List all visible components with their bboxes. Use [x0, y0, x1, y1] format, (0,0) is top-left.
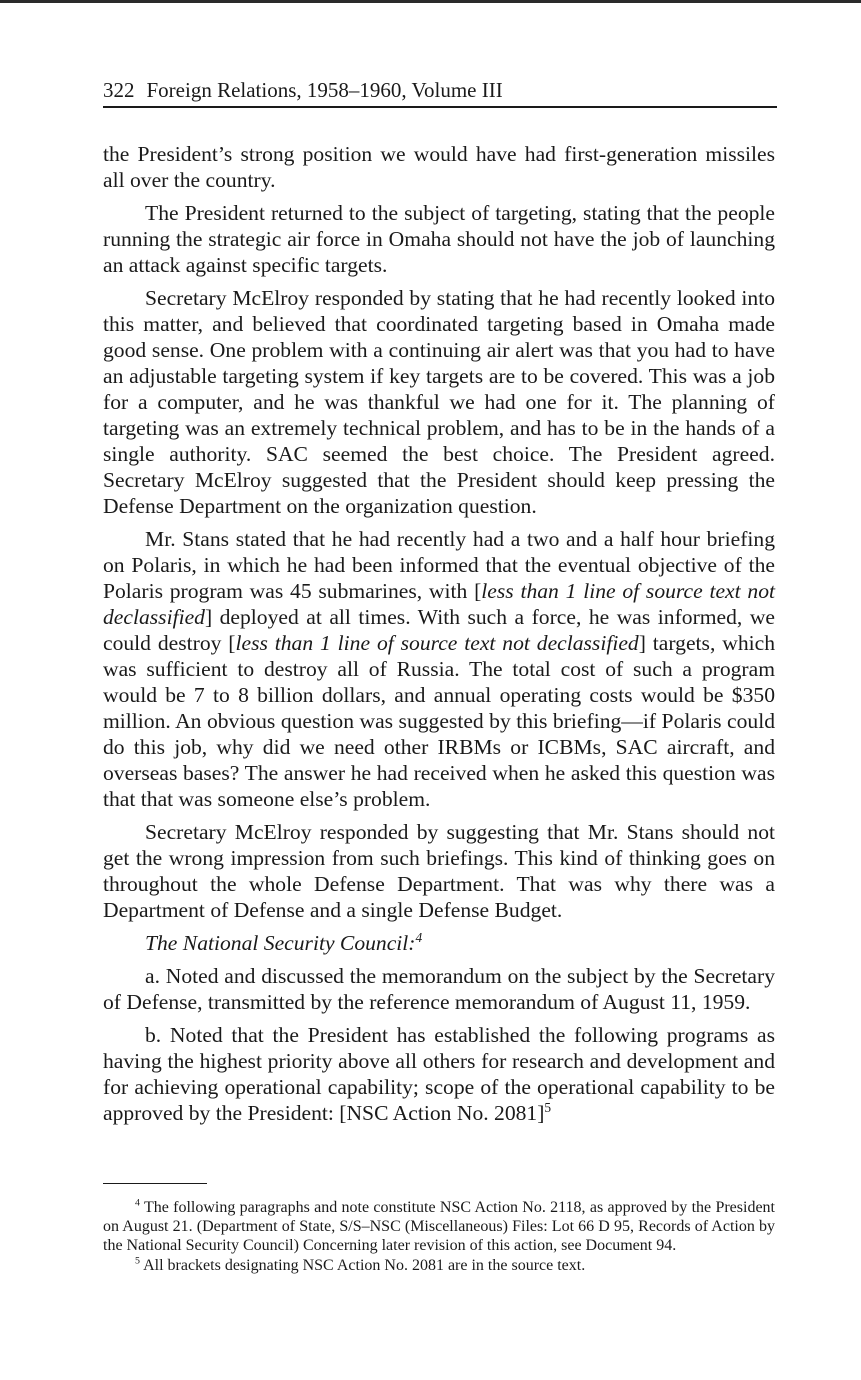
p4-part2: ] deployed at all times. With such a force, he was informed, we could destroy [ [103, 605, 775, 655]
paragraph-b-text: b. Noted that the President has established the following programs as having the highest priority above all others for research and development and for achieving operational capability; scope of the operational capability to be approved by the President: [NSC Action No. 2081] [103, 1023, 775, 1125]
footnote-number: 4 [135, 1197, 140, 1209]
footnote-text: The following paragraphs and note constitute NSC Action No. 2118, as approved by the President on August 21. (Department of State, S/S–NSC (Miscellaneous) Files: Lot 66 D 95, Records of Action by the National Security Council) Concerning later revision of this action, see Document 94. [103, 1199, 775, 1254]
page-number: 322 [103, 78, 135, 102]
footnote-ref-5[interactable]: 5 [544, 1099, 552, 1115]
p4-italic-redaction-2: less than 1 line of source text not declassified [235, 631, 639, 655]
top-border [0, 0, 861, 3]
footnotes [103, 1198, 775, 1275]
nsc-heading [103, 930, 775, 956]
paragraph-b [103, 1022, 775, 1126]
running-header [103, 76, 777, 108]
footnote-5 [103, 1256, 775, 1275]
paragraph-a: a. Noted and discussed the memorandum on the subject by the Secretary of Defense, transmitted by the reference memorandum of August 11, 1959. [103, 964, 775, 1014]
paragraph-5: Secretary McElroy responded by suggesting that Mr. Stans should not get the wrong impression from such briefings. This kind of thinking goes on throughout the whole Defense Department. That was why there was a Department of Defense and a single Defense Budget. [103, 820, 775, 922]
body-text [103, 141, 775, 1126]
paragraph-3: Secretary McElroy responded by stating that he had recently looked into this matter, and believed that coordinated targeting based in Omaha made good sense. One problem with a continuing air alert was that you had to have an adjustable targeting system if key targets are to be covered. This was a job for a computer, and he was thankful we had one for it. The planning of targeting was an extremely technical problem, and has to be in the hands of a single authority. SAC seemed the best choice. The President agreed. Secretary McElroy suggested that the President should keep pressing the Defense Department on the organization question. [103, 286, 775, 518]
p4-part1: Mr. Stans stated that he had recently had a two and a half hour briefing on Polaris, in which he had been informed that the eventual objective of the Polaris program was 45 submarines, with [ [103, 527, 775, 603]
paragraph-4 [103, 526, 775, 812]
footnote-number: 5 [135, 1255, 140, 1267]
nsc-heading-text: The National Security Council: [145, 931, 416, 955]
running-title: Foreign Relations, 1958–1960, Volume III [146, 78, 503, 102]
p4-italic-redaction-1: less than 1 line of source text not declassified [103, 579, 775, 629]
footnote-4 [103, 1198, 775, 1255]
footnote-text: All brackets designating NSC Action No. 2081 are in the source text. [143, 1257, 586, 1274]
paragraph-2: The President returned to the subject of targeting, stating that the people running the strategic air force in Omaha should not have the job of launching an attack against specific targets. [103, 201, 775, 277]
footnote-divider [103, 1183, 207, 1184]
p4-part3: ] targets, which was sufficient to destroy all of Russia. The total cost of such a program would be 7 to 8 billion dollars, and annual operating costs would be $350 million. An obvious question was suggested by this briefing—if Polaris could do this job, why did we need other IRBMs or ICBMs, SAC aircraft, and overseas bases? The answer he had received when he asked this question was that that was someone else’s problem. [103, 631, 775, 811]
paragraph-1: the President’s strong position we would have had first-generation missiles all over the country. [103, 142, 775, 192]
footnote-ref-4[interactable]: 4 [415, 929, 423, 945]
